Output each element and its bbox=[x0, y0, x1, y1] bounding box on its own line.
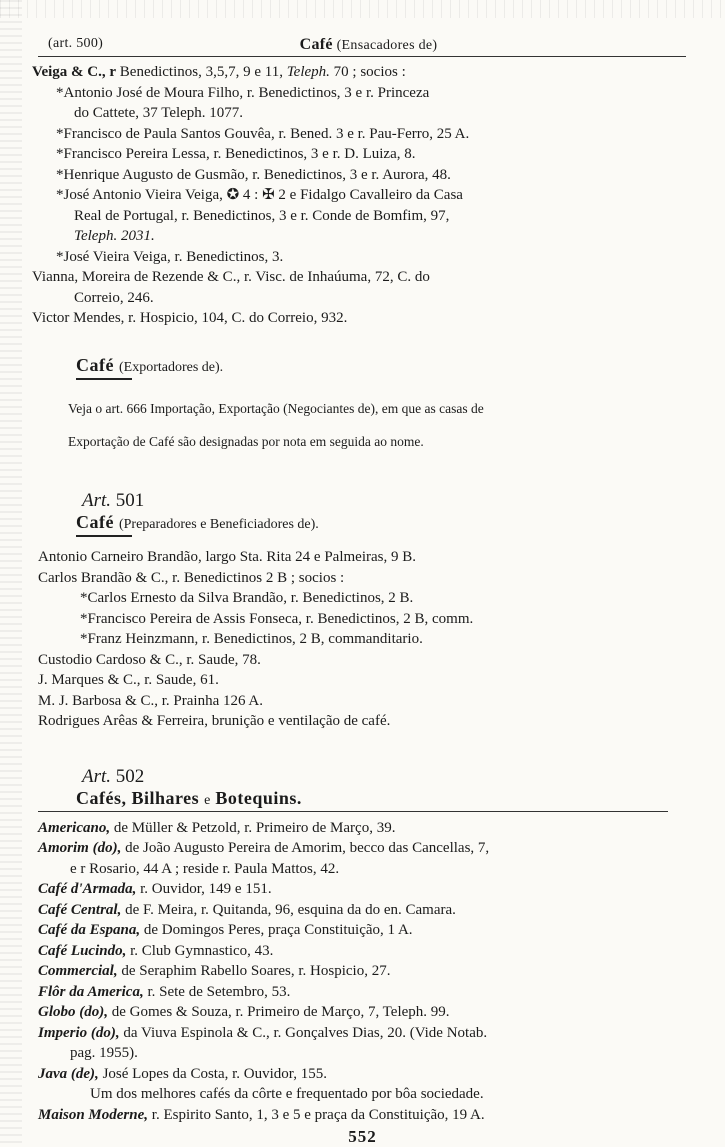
section-heading: Botequins. bbox=[215, 787, 302, 808]
venue-name: Globo (do), bbox=[38, 1004, 108, 1020]
list-item bbox=[38, 941, 683, 962]
venue-details: de F. Meira, r. Quitanda, 96, esquina da do en. Camara. bbox=[121, 901, 456, 918]
article-502-label bbox=[82, 766, 725, 788]
venue-name: Café Central, bbox=[38, 901, 122, 918]
partner-line: *José Vieira Veiga, r. Benedictinos, 3. bbox=[56, 248, 284, 265]
section-heading-conj: e bbox=[204, 792, 211, 808]
list-item bbox=[38, 961, 683, 982]
venue-details: de Gomes & Souza, r. Primeiro de Março, 7, Teleph. 99. bbox=[108, 1004, 450, 1020]
venue-name: Café d'Armada, bbox=[38, 881, 137, 897]
list-item bbox=[38, 1002, 683, 1023]
entry-veiga bbox=[32, 62, 683, 83]
entry-firm-name: Veiga & C., r bbox=[32, 64, 117, 80]
venue-name: Java (de), bbox=[38, 1065, 99, 1082]
list-item bbox=[38, 1105, 683, 1126]
partner-line: *Franz Heinzmann, r. Benedictinos, 2 B, commanditario. bbox=[80, 631, 423, 647]
venue-name: Café da Espana, bbox=[38, 922, 141, 938]
venue-details: r. Club Gymnastico, 43. bbox=[126, 942, 274, 959]
venue-details: e r Rosario, 44 A ; reside r. Paula Mattos, 42. bbox=[70, 860, 340, 877]
section-heading: Café bbox=[76, 512, 114, 532]
header-title-row bbox=[48, 36, 689, 54]
venue-details: de Seraphim Rabello Soares, r. Hospicio, 27. bbox=[117, 963, 391, 979]
partner-line-cont: Teleph. 2031. bbox=[74, 228, 155, 244]
entry-vianna-cont: Correio, 246. bbox=[74, 289, 154, 306]
section-subheading: (Exportadores de). bbox=[118, 359, 224, 375]
partner-line: *José Antonio Vieira Veiga, ✪ 4 : ✠ 2 e Fidalgo Cavalleiro da Casa bbox=[56, 187, 463, 203]
article-label: Art. bbox=[82, 490, 112, 511]
entry-line: Rodrigues Arêas & Ferreira, brunição e ventilação de café. bbox=[38, 713, 391, 729]
venue-name: Commercial, bbox=[38, 963, 118, 979]
venue-details: r. Espirito Santo, 1, 3 e 5 e praça da Constituição, 19 A. bbox=[148, 1106, 485, 1123]
list-item bbox=[38, 1064, 683, 1085]
header-subtitle: (Ensacadores de) bbox=[336, 38, 438, 53]
list-item bbox=[38, 1023, 683, 1044]
section-title-cafes bbox=[76, 788, 725, 809]
article-number: 502 bbox=[115, 765, 145, 787]
list-item bbox=[38, 818, 683, 839]
cross-reference-note-cont: Exportação de Café são designadas por nota em seguida ao nome. bbox=[68, 433, 424, 449]
entry-text: Benedictinos, 3,5,7, 9 e 11, bbox=[116, 64, 287, 80]
partner-line: *Carlos Ernesto da Silva Brandão, r. Benedictinos, 2 B. bbox=[80, 590, 414, 606]
list-item-cont bbox=[70, 1043, 683, 1064]
venue-details: da Viuva Espinola & C., r. Gonçalves Dias, 20. (Vide Notab. bbox=[119, 1024, 488, 1041]
entry-teleph: Teleph. bbox=[286, 64, 330, 80]
scan-artifact-top bbox=[0, 0, 725, 18]
partner-line-cont: do Cattete, 37 Teleph. 1077. bbox=[74, 105, 244, 121]
venue-details: r. Ouvidor, 149 e 151. bbox=[136, 881, 272, 897]
partner-line: *Francisco Pereira de Assis Fonseca, r. Benedictinos, 2 B, comm. bbox=[80, 610, 474, 627]
section-title-preparadores bbox=[76, 512, 725, 533]
venue-name: Maison Moderne, bbox=[38, 1106, 149, 1123]
section-subheading: (Preparadores e Beneficiadores de). bbox=[118, 517, 319, 532]
venue-name: Flôr da America, bbox=[38, 983, 144, 1000]
venue-name: Amorim (do), bbox=[38, 840, 122, 856]
article-501-label bbox=[82, 490, 725, 512]
section-heading: Cafés, Bilhares bbox=[76, 787, 200, 808]
section-heading: Café bbox=[76, 354, 114, 375]
venue-name: Americano, bbox=[38, 819, 111, 836]
article-label: Art. bbox=[82, 765, 112, 787]
list-item-cont bbox=[70, 859, 683, 880]
partner-line: *Francisco de Paula Santos Gouvêa, r. Bened. 3 e r. Pau-Ferro, 25 A. bbox=[56, 125, 470, 142]
list-item bbox=[38, 838, 683, 859]
entry-line: Antonio Carneiro Brandão, largo Sta. Rita 24 e Palmeiras, 9 B. bbox=[38, 549, 416, 565]
venue-details: pag. 1955). bbox=[70, 1045, 138, 1061]
cross-reference-note: Veja o art. 666 Importação, Exportação (Negociantes de), em que as casas de bbox=[68, 401, 484, 416]
venue-name: Café Lucindo, bbox=[38, 942, 127, 959]
entry-line: Custodio Cardoso & C., r. Saude, 78. bbox=[38, 651, 261, 668]
partner-line-cont: Real de Portugal, r. Benedictinos, 3 e r. Conde de Bomfim, 97, bbox=[74, 207, 450, 224]
cafes-list bbox=[0, 818, 725, 1126]
header-article-ref: (art. 500) bbox=[48, 36, 104, 51]
venue-details: de Müller & Petzold, r. Primeiro de Março, 39. bbox=[110, 819, 396, 836]
entry-line: M. J. Barbosa & C., r. Prainha 126 A. bbox=[38, 692, 263, 709]
page-number: 552 bbox=[348, 1127, 377, 1146]
article-number: 501 bbox=[115, 490, 145, 511]
entry-text: 70 ; socios : bbox=[329, 64, 406, 80]
venue-details: r. Sete de Setembro, 53. bbox=[143, 983, 291, 1000]
list-item bbox=[38, 879, 683, 900]
venue-details: de Domingos Peres, praça Constituição, 1 A. bbox=[140, 922, 413, 938]
list-item bbox=[38, 900, 683, 921]
header-rule bbox=[38, 56, 686, 57]
entry-victor-mendes: Victor Mendes, r. Hospicio, 104, C. do Correio, 932. bbox=[32, 310, 348, 326]
entry-vianna: Vianna, Moreira de Rezende & C., r. Visc. de Inhaúuma, 72, C. do bbox=[32, 269, 430, 285]
venue-details: Um dos melhores cafés da côrte e frequentado por bôa sociedade. bbox=[90, 1086, 484, 1102]
section-title-exportadores bbox=[76, 355, 725, 376]
venue-details: de João Augusto Pereira de Amorim, becco das Cancellas, 7, bbox=[121, 840, 490, 856]
header-title: Café bbox=[299, 36, 333, 53]
partner-line: *Antonio José de Moura Filho, r. Benedictinos, 3 e r. Princeza bbox=[56, 84, 430, 101]
page-content bbox=[0, 62, 725, 1147]
venue-details: José Lopes da Costa, r. Ouvidor, 155. bbox=[98, 1065, 327, 1082]
partner-line: *Francisco Pereira Lessa, r. Benedictinos, 3 e r. D. Luiza, 8. bbox=[56, 146, 416, 162]
partner-line: *Henrique Augusto de Gusmão, r. Benedictinos, 3 e r. Aurora, 48. bbox=[56, 166, 451, 183]
entry-line: Carlos Brandão & C., r. Benedictinos 2 B ; socios : bbox=[38, 569, 345, 586]
entry-line: J. Marques & C., r. Saude, 61. bbox=[38, 672, 219, 688]
list-item bbox=[38, 982, 683, 1003]
list-item-cont bbox=[90, 1084, 683, 1105]
venue-name: Imperio (do), bbox=[38, 1024, 120, 1041]
list-item bbox=[38, 920, 683, 941]
